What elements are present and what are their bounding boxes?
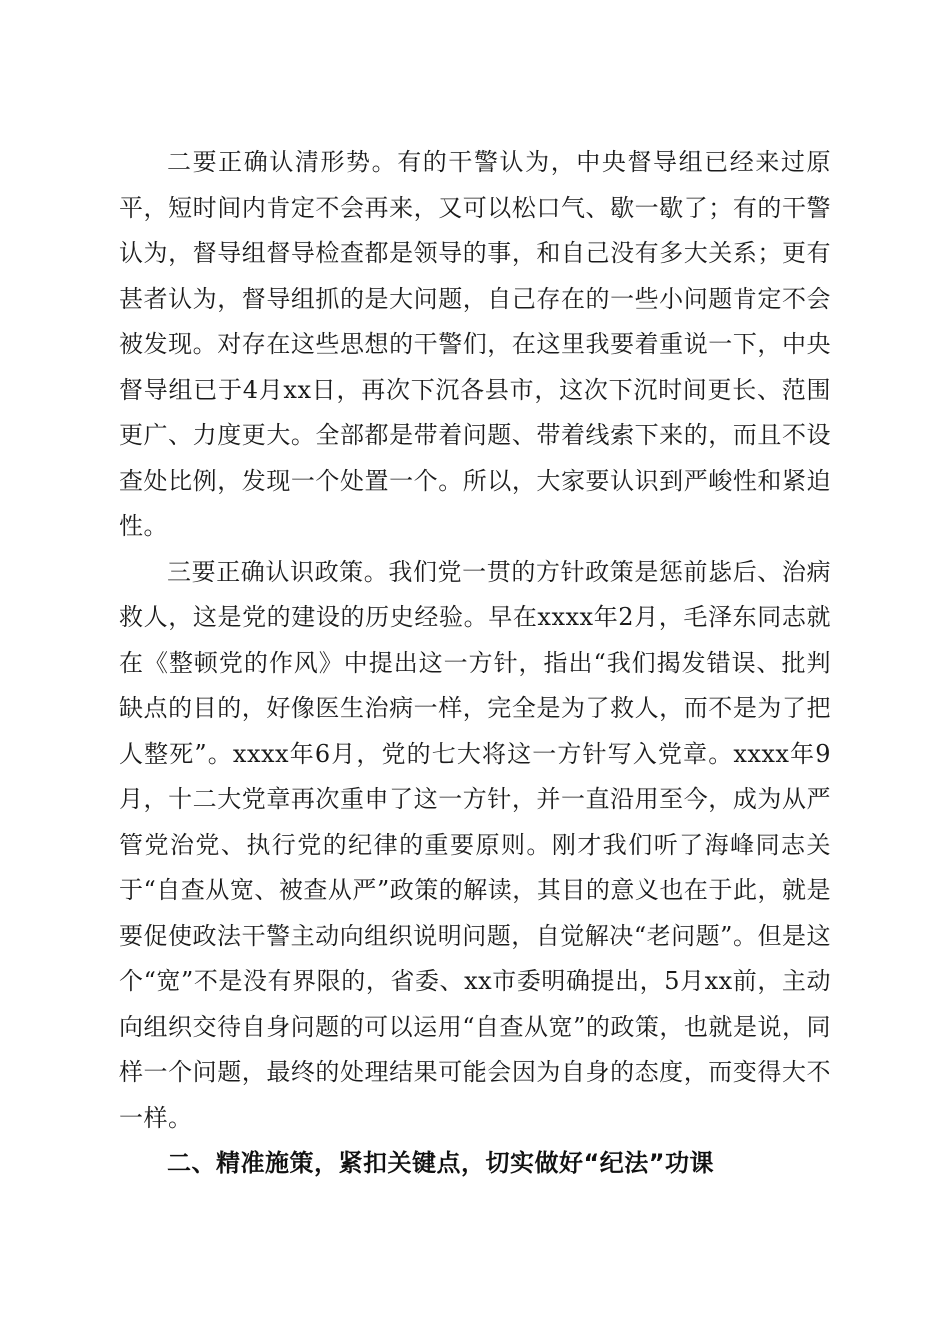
document-body	[119, 140, 831, 1187]
paragraph-policy: 三要正确认识政策。我们党一贯的方针政策是惩前毖后、治病救人，这是党的建设的历史经验。早在xxxx年2月，毛泽东同志就在《整顿党的作风》中提出这一方针，指出“我们揭发错误、批判缺点的目的，好像医生治病一样，完全是为了救人，而不是为了把人整死”。xxxx年6月，党的七大将这一方针写入党章。xxxx年9月，十二大党章再次重申了这一方针，并一直沿用至今，成为从严管党治党、执行党的纪律的重要原则。刚才我们听了海峰同志关于“自查从宽、被查从严”政策的解读，其目的意义也在于此，就是要促使政法干警主动向组织说明问题，自觉解决“老问题”。但是这个“宽”不是没有界限的，省委、xx市委明确提出，5月xx前，主动向组织交待自身问题的可以运用“自查从宽”的政策，也就是说，同样一个问题，最终的处理结果可能会因为自身的态度，而变得大不一样。	[119, 557, 831, 1132]
paragraph-situation: 二要正确认清形势。有的干警认为，中央督导组已经来过原平，短时间内肯定不会再来，又可以松口气、歇一歇了；有的干警认为，督导组督导检查都是领导的事，和自己没有多大关系；更有甚者认为，督导组抓的是大问题，自己存在的一些小问题肯定不会被发现。对存在这些思想的干警们，在这里我要着重说一下，中央督导组已于4月xx日，再次下沉各县市，这次下沉时间更长、范围更广、力度更大。全部都是带着问题、带着线索下来的，而且不设查处比例，发现一个处置一个。所以，大家要认识到严峻性和紧迫性。	[119, 148, 831, 540]
section-heading: 二、精准施策，紧扣关键点，切实做好“纪法”功课	[167, 1149, 715, 1177]
